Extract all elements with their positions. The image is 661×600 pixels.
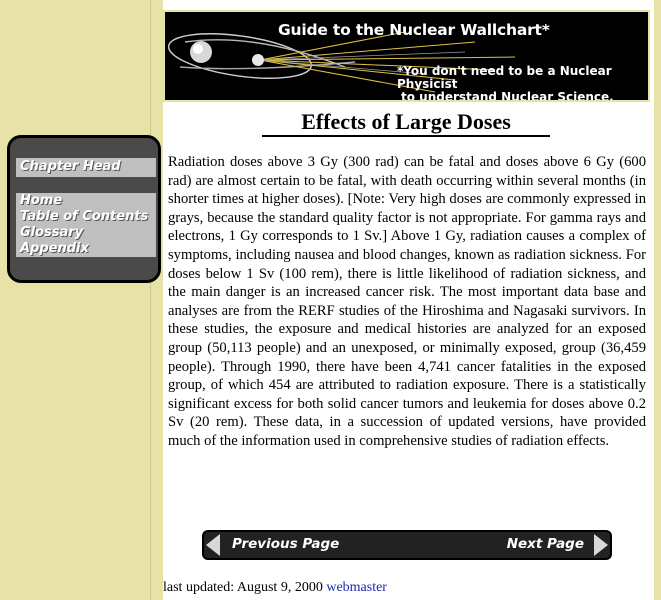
header-banner: [163, 10, 650, 102]
last-updated-text: last updated: August 9, 2000: [163, 580, 323, 595]
sidebar-item-home[interactable]: Home: [16, 193, 156, 209]
sidebar-item-appendix[interactable]: Appendix: [16, 241, 156, 257]
page-title: Effects of Large Doses: [301, 109, 511, 134]
page-navigation-bar: [202, 530, 612, 560]
arrow-right-icon[interactable]: [594, 534, 608, 556]
arrow-left-icon[interactable]: [206, 534, 220, 556]
title-underline: [262, 135, 550, 137]
left-margin: [0, 0, 163, 600]
banner-subtitle-line2: to understand Nuclear Science.: [401, 90, 614, 102]
banner-title: Guide to the Nuclear Wallchart*: [278, 21, 550, 39]
banner-subtitle: [397, 65, 637, 102]
sidebar-item-glossary[interactable]: Glossary: [16, 225, 156, 241]
previous-page-button[interactable]: Previous Page: [232, 536, 340, 552]
article-body: Radiation doses above 3 Gy (300 rad) can be fatal and doses above 6 Gy (600 rad) are almost certain to be fatal, with death occurring within several months (in shorter times at higher doses). [Note: Very high doses are commonly expressed in grays, because the standard quality factor is not appropriate. For gamma rays and electrons, 1 Gy corresponds to 1 Sv.] Above 1 Gy, radiation causes a complex of symptoms, including nausea and blood changes, known as radiation sickness. For doses below 1 Sv (100 rem), there is little likelihood of radiation sickness, and the main danger is an increased cancer risk. The most important data base and analyses are from the RERF studies of the Hiroshima and Nagasaki survivors. In these studies, the exposure and medical histories are analyzed for an exposed group (50,113 people) and an unexposed, or minimally exposed, group (36,459 people). Through 1990, there have been 4,741 cancer fatalities in the exposed group, of which 454 are attributed to radiation exposure. There is a statistically significant excess for both solid cancer tumors and leukemia for doses above 0.2 Sv (20 rem). These data, in a succession of updated versions, have provided much of the information used in comprehensive studies of radiation effects.: [168, 154, 646, 449]
banner-subtitle-line1: *You don't need to be a Nuclear Physicist: [397, 64, 612, 91]
sidebar-item-chapter-head[interactable]: Chapter Head: [16, 158, 156, 177]
footer: [163, 580, 387, 596]
sidebar-nav: [7, 135, 161, 283]
sidebar-item-table-of-contents[interactable]: Table of Contents: [16, 209, 156, 225]
right-margin: [654, 0, 661, 600]
next-page-button[interactable]: Next Page: [506, 536, 584, 552]
webmaster-link[interactable]: webmaster: [326, 580, 387, 595]
